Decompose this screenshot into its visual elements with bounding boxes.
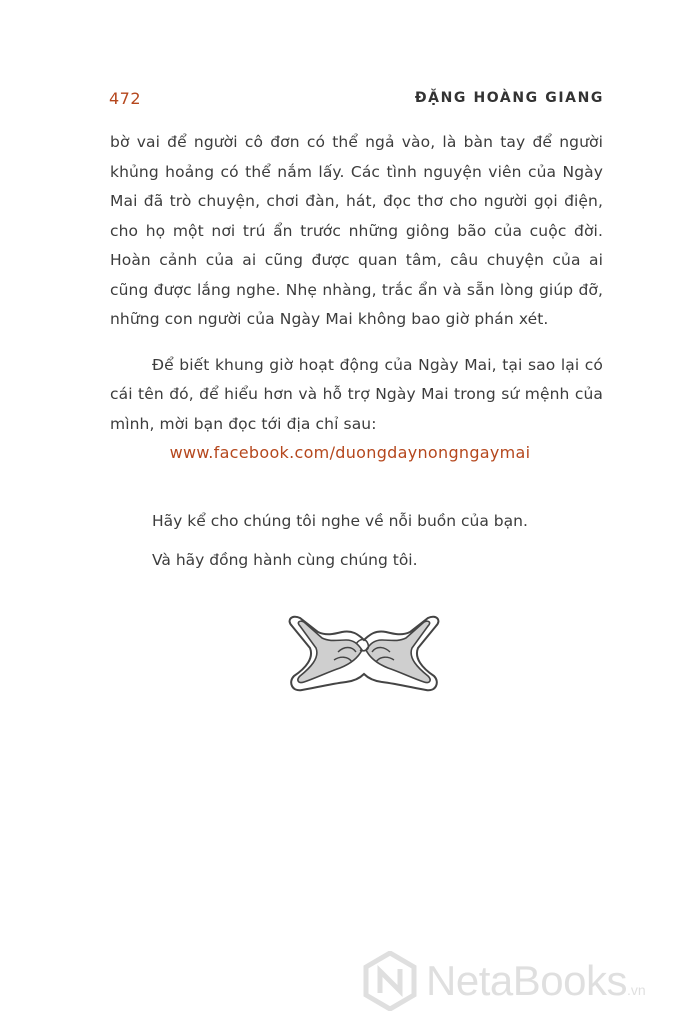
netabooks-watermark — [362, 951, 682, 1015]
paragraph: Để biết khung giờ hoạt động của Ngày Mai, tại sao lại có cái tên đó, để hiểu hơn và hỗ trợ Ngày Mai trong sứ mệnh của mình, mời bạn đọc tới địa chỉ sau: — [110, 355, 603, 433]
closing-line: Hãy kể cho chúng tôi nghe về nỗi buồn của bạn. — [152, 512, 528, 530]
running-head-author: ĐẶNG HOÀNG GIANG — [414, 90, 604, 106]
watermark-suffix: .vn — [626, 982, 646, 998]
watermark-text — [426, 957, 646, 1005]
netabooks-logo-icon — [362, 951, 418, 1011]
pinky-promise-hands-icon — [282, 612, 446, 696]
body-text — [110, 128, 603, 439]
closing-line: Và hãy đồng hành cùng chúng tôi. — [152, 551, 418, 569]
watermark-brand: NetaBooks — [426, 957, 627, 1004]
facebook-link[interactable]: www.facebook.com/duongdaynongngaymai — [169, 443, 531, 462]
paragraph: bờ vai để người cô đơn có thể ngả vào, là bàn tay để người khủng hoảng có thể nắm lấy. Các tình nguyện viên của Ngày Mai đã trò chuyện, chơi đàn, hát, đọc thơ cho người gọi điện, cho họ một nơi trú ẩn trước những giông bão của cuộc đời. Hoàn cảnh của ai cũng được quan tâm, câu chuyện của ai cũng được lắng nghe. Nhẹ nhàng, trắc ẩn và sẵn lòng giúp đỡ, những con người của Ngày Mai không bao giờ phán xét. — [110, 133, 603, 328]
page-number: 472 — [109, 89, 142, 108]
